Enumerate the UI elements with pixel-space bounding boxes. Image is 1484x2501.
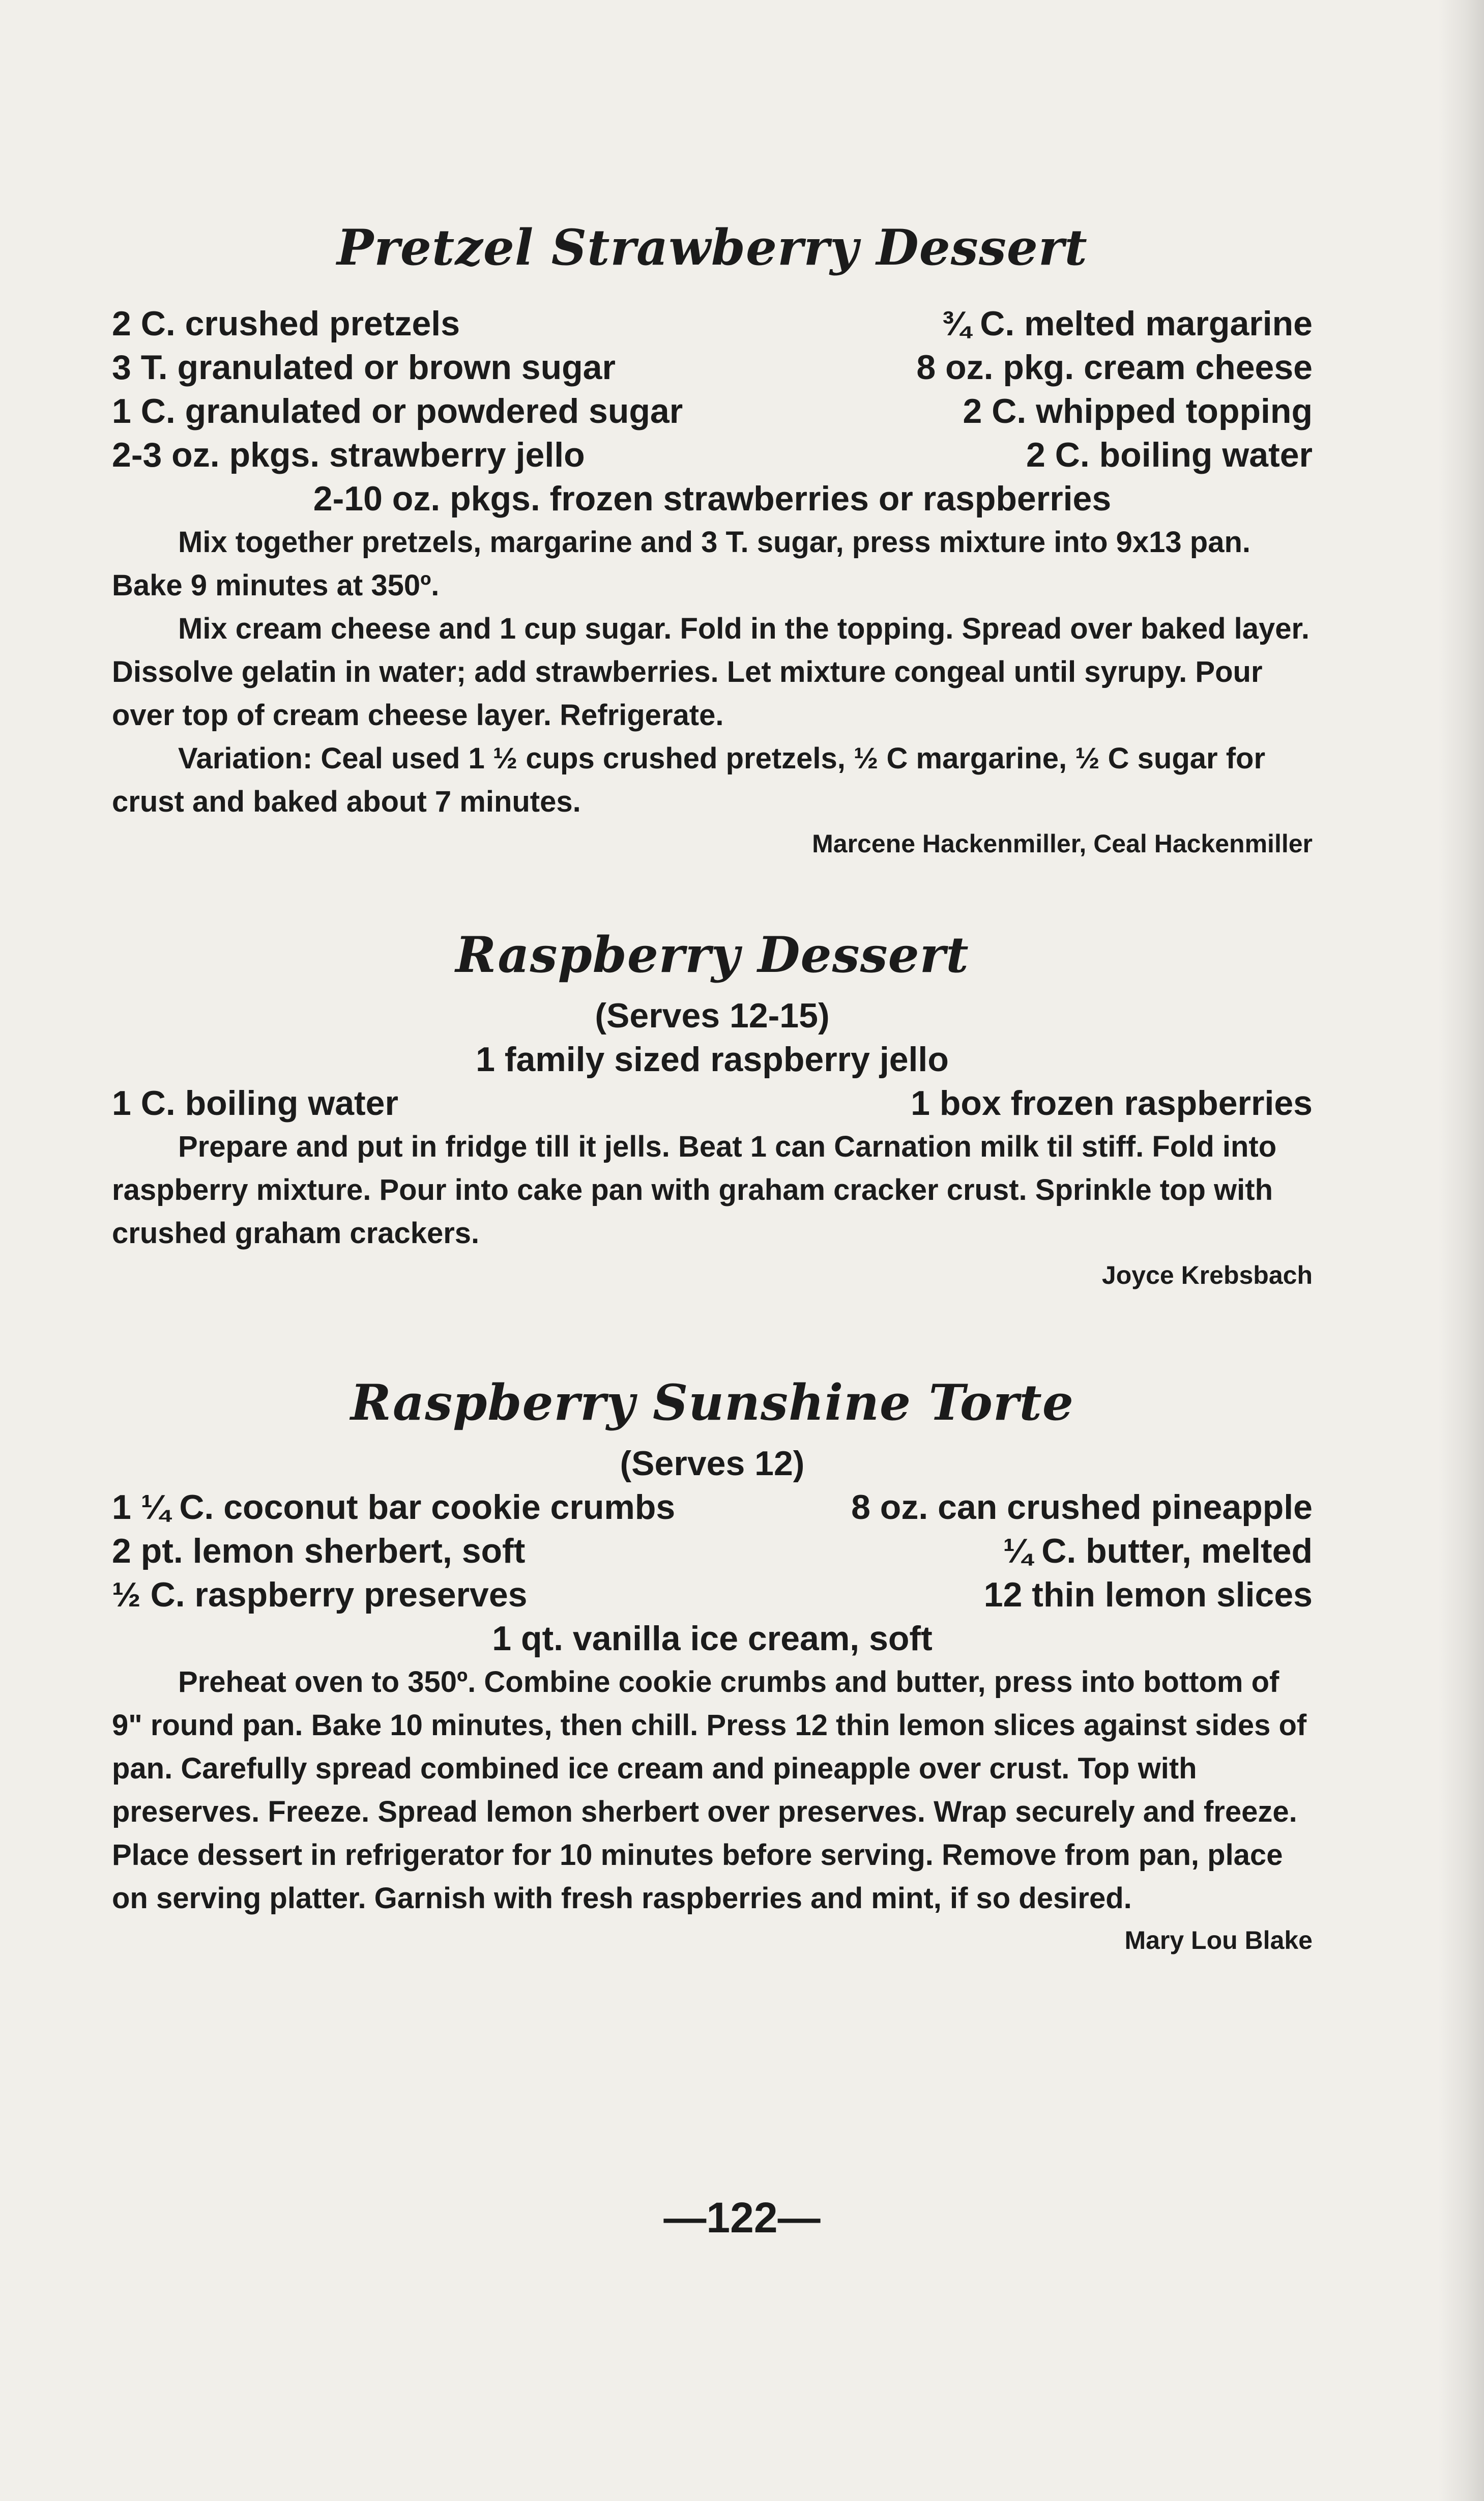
- ingredient-centered: 1 family sized raspberry jello: [476, 1040, 949, 1079]
- ingredient-left: 1 C. boiling water: [112, 1084, 398, 1123]
- ingredient-left: 2-3 oz. pkgs. strawberry jello: [112, 436, 585, 474]
- ingredient-left: 2 pt. lemon sherbert, soft: [112, 1532, 526, 1570]
- ingredient-row: [112, 389, 1313, 433]
- ingredient-right: 12 thin lemon slices: [983, 1575, 1313, 1614]
- ingredient-centered: 2-10 oz. pkgs. frozen strawberries or raspberries: [313, 479, 1112, 518]
- ingredient-row: [112, 1485, 1313, 1529]
- recipe-title: Raspberry Dessert: [455, 926, 969, 984]
- directions-paragraph: Preheat oven to 350º. Combine cookie crumbs and butter, press into bottom of 9" round pan. Bake 10 minutes, then chill. Press 12 thin lemon slices against sides of pan. Carefully spread combined ice cream and pineapple over crust. Top with preserves. Freeze. Spread lemon sherbert over preserves. Wrap securely and freeze. Place dessert in refrigerator for 10 minutes before serving. Remove from pan, place on serving platter. Garnish with fresh raspberries and mint, if so desired.: [112, 1665, 1307, 1915]
- recipe-title: Pretzel Strawberry Dessert: [337, 219, 1088, 276]
- recipe-credit: Marcene Hackenmiller, Ceal Hackenmiller: [812, 829, 1313, 858]
- recipe-pretzel-strawberry-dessert: [112, 219, 1313, 864]
- recipe-credit: Mary Lou Blake: [1124, 1926, 1313, 1954]
- ingredient-right: 8 oz. can crushed pineapple: [851, 1488, 1313, 1527]
- ingredient-right: 2 C. boiling water: [1026, 436, 1313, 474]
- ingredient-left: 2 C. crushed pretzels: [112, 304, 460, 343]
- directions-variation: Variation: Ceal used 1 ½ cups crushed pretzels, ½ C margarine, ½ C sugar for crust and baked about 7 minutes.: [112, 742, 1266, 818]
- ingredient-right: 8 oz. pkg. cream cheese: [916, 348, 1313, 387]
- ingredient-row: [112, 433, 1313, 477]
- ingredient-right: 1 box frozen raspberries: [911, 1084, 1313, 1123]
- ingredient-right: ¾ C. melted margarine: [941, 304, 1313, 343]
- recipe-raspberry-dessert: [112, 926, 1313, 1296]
- ingredient-left: 1 ¼ C. coconut bar cookie crumbs: [112, 1488, 676, 1527]
- recipe-title: Raspberry Sunshine Torte: [351, 1374, 1074, 1431]
- ingredient-left: ½ C. raspberry preserves: [112, 1575, 528, 1614]
- ingredient-row: [112, 346, 1313, 389]
- directions-paragraph: Mix together pretzels, margarine and 3 T. sugar, press mixture into 9x13 pan. Bake 9 minutes at 350º.: [112, 526, 1250, 602]
- page-edge-shadow: [1438, 0, 1484, 2501]
- recipe-serves: (Serves 12): [620, 1444, 805, 1483]
- recipe-serves: (Serves 12-15): [595, 996, 830, 1035]
- ingredient-centered: 1 qt. vanilla ice cream, soft: [492, 1619, 933, 1658]
- directions-paragraph: Mix cream cheese and 1 cup sugar. Fold in the topping. Spread over baked layer. Dissolve gelatin in water; add strawberries. Let mixture congeal until syrupy. Pour over top of cream cheese layer. Refrigerate.: [112, 612, 1310, 732]
- ingredient-left: 3 T. granulated or brown sugar: [112, 348, 616, 387]
- ingredient-row: [112, 1573, 1313, 1617]
- directions-paragraph: Prepare and put in fridge till it jells. Beat 1 can Carnation milk til stiff. Fold into raspberry mixture. Pour into cake pan with graham cracker crust. Sprinkle top with crushed graham crackers.: [112, 1130, 1277, 1250]
- ingredient-row: [112, 302, 1313, 346]
- recipe-credit: Joyce Krebsbach: [1101, 1261, 1313, 1289]
- page-number: —122—: [663, 2194, 821, 2241]
- ingredient-left: 1 C. granulated or powdered sugar: [112, 392, 683, 430]
- ingredient-right: ¼ C. butter, melted: [1003, 1532, 1313, 1570]
- ingredient-right: 2 C. whipped topping: [963, 392, 1313, 430]
- recipe-raspberry-sunshine-torte: [112, 1374, 1313, 1961]
- ingredient-row: [112, 1529, 1313, 1573]
- ingredient-row: [112, 1081, 1313, 1125]
